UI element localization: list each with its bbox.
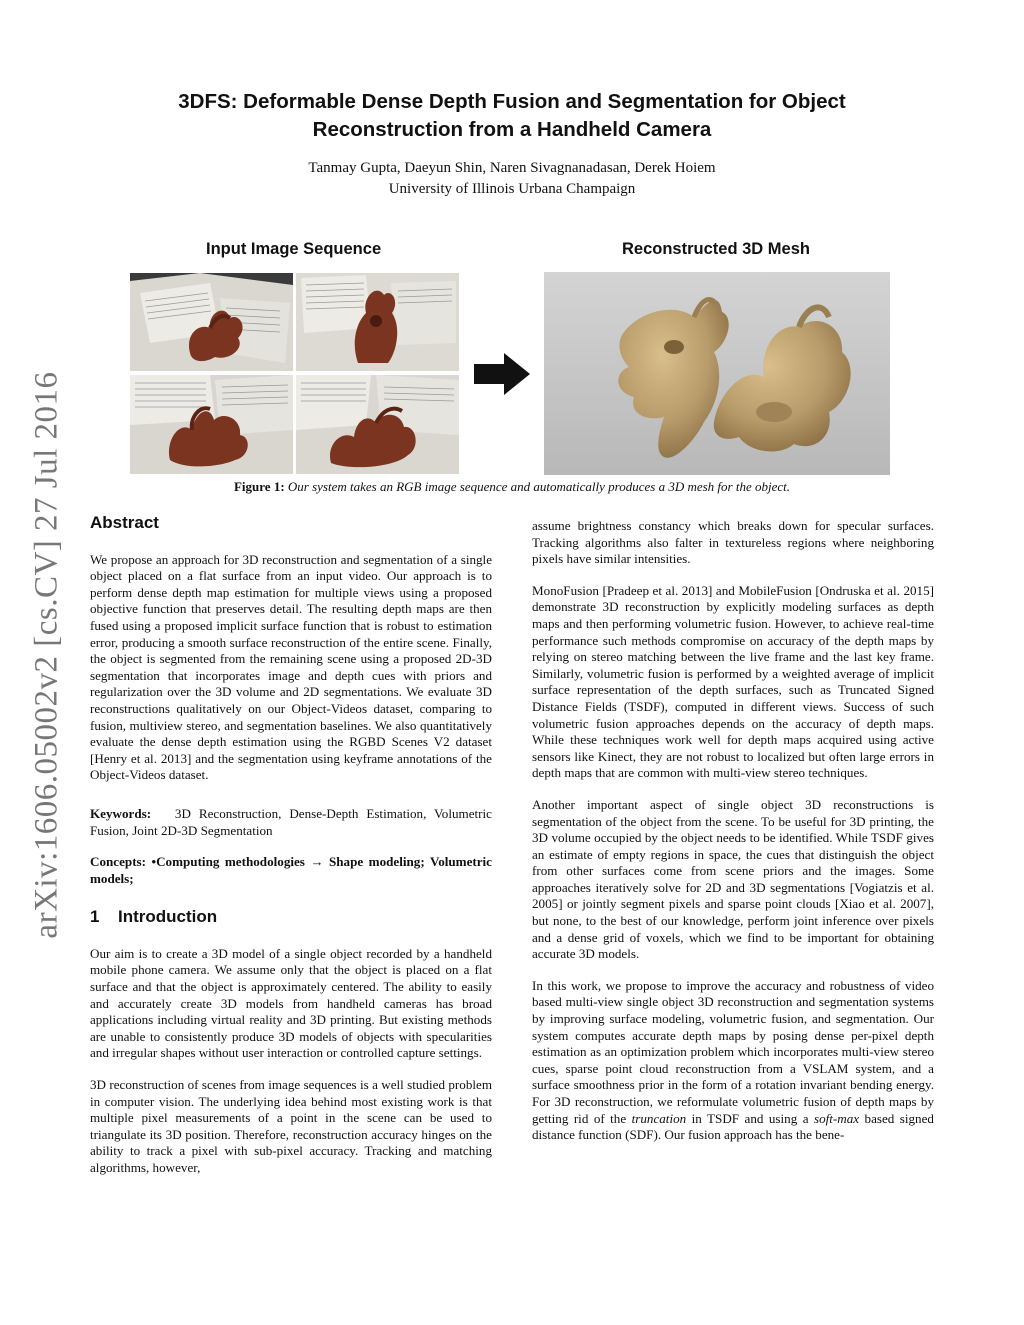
figure-caption-text: Our system takes an RGB image sequence and automatically produces a 3D mesh for the object.: [287, 479, 790, 494]
keywords-label: Keywords:: [90, 805, 152, 821]
affiliation: University of Illinois Urbana Champaign: [388, 181, 636, 197]
arxiv-identifier: [22, 365, 72, 945]
right-paragraph-2: MonoFusion [Pradeep et al. 2013] and MobileFusion [Ondruska et al. 2015] demonstrate 3D reconstruction by explicitly modeling surfaces as depth maps and then performing volumetric fusion. However, to achieve real-time performance such methods compromise on accuracy of the depth maps by relying on stereo matching between the live frame and the last key frame. Similarly, volumetric fusion is performed by a weighted average of implicit surface representation of the depth surfaces, such as Truncated Signed Distance Fields (TSDF), computed in different views. Success of such volumetric fusion approaches depends on the accuracy of depth maps. While these techniques work well for depth maps acquired using active sensors like Kinect, they are not robust to localized but often large errors in depth maps that are common with multi-view stereo techniques.: [532, 582, 934, 781]
concepts-text: •Computing methodologies → Shape modeling; Volumetric models;: [90, 854, 492, 886]
concepts-label: Concepts:: [90, 854, 147, 870]
right-arrow-icon: [474, 353, 530, 395]
right-column: [532, 518, 934, 1159]
figure-left-label: Input Image Sequence: [206, 240, 382, 258]
intro-heading: [90, 909, 492, 926]
input-photo-2: [296, 273, 459, 371]
left-column: [90, 515, 492, 1192]
p4-part-a: In this work, we propose to improve the accuracy and robustness of video based multi-view single object 3D reconstruction and segmentation systems by improving surface modeling, volumetric fusion, and segmentation. Our system computes accurate depth maps by posing dense per-pixel depth estimation as an optimization problem which incorporates multi-view stereo cues, sparse point cloud reconstruction from a VSLAM system, and a surface smoothness prior in the form of a rotation invariant bending energy. For 3D reconstruction, we reformulate volumetric fusion of depth maps by getting rid of the: [532, 977, 934, 1126]
p4-part-c: based signed distance function (SDF). Our fusion approach has the bene-: [532, 1110, 934, 1143]
p4-emphasis-softmax: soft-max: [813, 1110, 860, 1126]
author-list: Tanmay Gupta, Daeyun Shin, Naren Sivagnanadasan, Derek Hoiem: [308, 160, 716, 176]
paper-title: [120, 88, 904, 144]
keywords: [90, 806, 492, 839]
reconstructed-mesh-render: [544, 272, 890, 475]
figure-right-label: Reconstructed 3D Mesh: [622, 240, 810, 258]
author-block: [120, 158, 904, 200]
title-line-2: Reconstruction from a Handheld Camera: [312, 118, 712, 141]
abstract-heading: Abstract: [90, 513, 159, 532]
right-paragraph-3: Another important aspect of single object 3D reconstructions is segmentation of the object from the scene. To be useful for 3D printing, the 3D volume occupied by the object needs to be identified. While TSDF gives an estimate of empty regions in space, the cues that distinguish the object from other surfaces come from scene priors and the images. Some approaches iteratively solve for 2D and 3D segmentations [Vogiatzis et al. 2005] or jointly segment pixels and sparse point clouds [Xiao et al. 2007], but none, to the best of our knowledge, perform joint inference over pixels and a dense grid of voxels, which we find to be important for obtaining accurate 3D models.: [532, 796, 934, 962]
intro-paragraph-1: Our aim is to create a 3D model of a single object recorded by a handheld mobile phone camera. We assume only that the object is placed on a flat surface and that the object is approximately centered. The ability to easily and accurately create 3D models from handheld cameras has broad applications including virtual reality and 3D printing. But existing methods are unable to consistently produce 3D models of objects with specularities and irregular shapes without user interaction or controlled capture settings.: [90, 945, 492, 1061]
p4-part-b: in TSDF and using a: [691, 1110, 809, 1126]
section-title: Introduction: [118, 907, 218, 927]
section-number: 1: [90, 907, 100, 927]
concepts: [90, 854, 492, 887]
figure-caption: [90, 479, 934, 495]
input-photo-1: [130, 273, 293, 371]
intro-paragraph-2: 3D reconstruction of scenes from image sequences is a well studied problem in computer vision. The underlying idea behind most existing work is that multiple pixel measurements of a point in the scene can be used to triangulate its 3D position. Therefore, reconstruction accuracy hinges on the ability to track a pixel with sub-pixel accuracy. Tracking and matching algorithms, however,: [90, 1077, 492, 1175]
right-paragraph-1: assume brightness constancy which breaks down for specular surfaces. Tracking algorithms also falter in textureless regions where neighboring pixels have similar intensities.: [532, 518, 934, 567]
abstract-text: We propose an approach for 3D reconstruction and segmentation of a single object placed on a flat surface from an input video. Our approach is to perform dense depth map estimation for multiple views using a proposed objective function that preserves detail. The resulting depth maps are then fused using a proposed implicit surface function that is robust to estimation error, producing a smooth surface reconstruction of the entire scene. Finally, the object is segmented from the remaining scene using a proposed 2D-3D segmentation that incorporates image and depth cues with priors and regularization over the 3D volume and 2D segmentations. We evaluate 3D reconstructions qualitatively on our Object-Videos dataset, comparing to fusion, multiview stereo, and segmentation baselines. We also quantitatively evaluate the dense depth estimation using the RGBD Scenes V2 dataset [Henry et al. 2013] and the segmentation using keyframe annotations of the Object-Videos dataset.: [90, 551, 492, 783]
p4-emphasis-truncation: truncation: [631, 1110, 687, 1126]
arxiv-identifier-text: arXiv:1606.05002v2 [cs.CV] 27 Jul 2016: [28, 371, 65, 939]
figure-caption-label: Figure 1:: [233, 479, 285, 494]
input-photo-4: [296, 375, 459, 474]
input-photo-3: [130, 375, 293, 474]
keywords-text: 3D Reconstruction, Dense-Depth Estimation, Volumetric Fusion, Joint 2D-3D Segmentation: [90, 805, 492, 838]
title-line-1: 3DFS: Deformable Dense Depth Fusion and Segmentation for Object: [178, 90, 846, 113]
right-paragraph-4: [532, 978, 934, 1144]
